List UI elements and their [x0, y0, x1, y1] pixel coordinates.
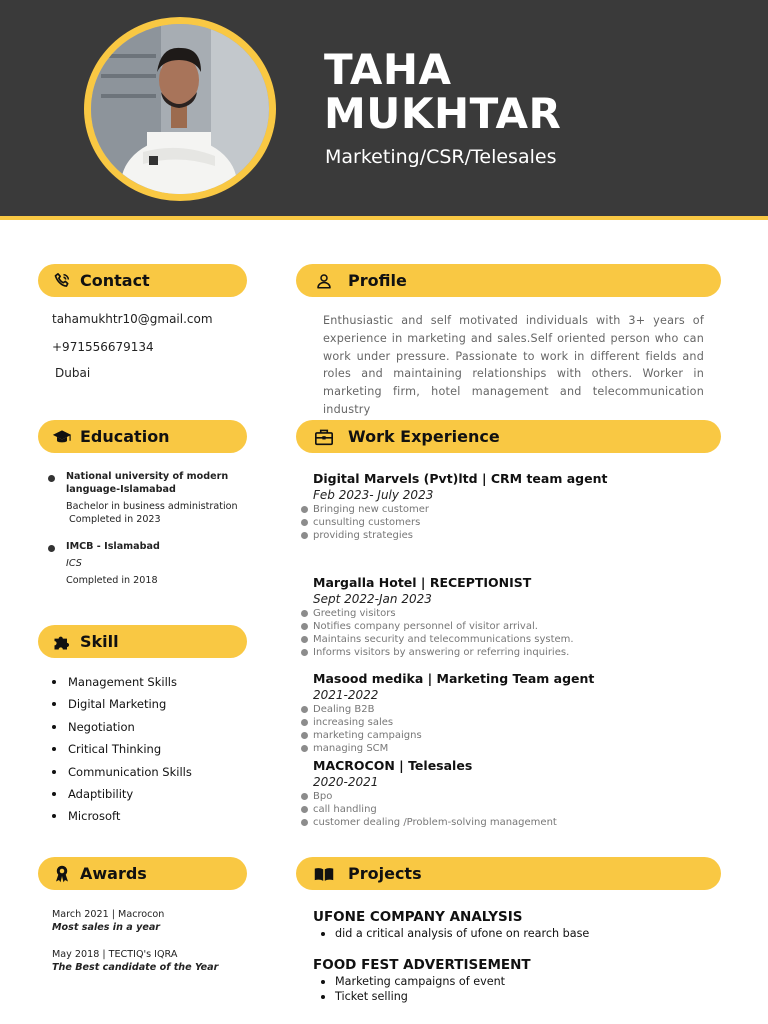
job-bullet: call handling: [300, 803, 720, 816]
profile-section-header: [296, 264, 721, 297]
skill-section-header: [38, 625, 247, 658]
award-title: The Best candidate of the Year: [52, 962, 219, 973]
award-date: May 2018 | TECTIQ's IQRA: [52, 949, 178, 960]
award-medal-icon: [52, 864, 72, 884]
user-icon: [314, 271, 334, 291]
briefcase-icon: [314, 427, 334, 447]
bullet-dot: [48, 545, 55, 552]
job-bullet: Greeting visitors: [300, 607, 720, 620]
awards-title: Awards: [80, 864, 147, 883]
education-item: [48, 540, 278, 587]
graduation-cap-icon: [52, 427, 72, 447]
candidate-role: Marketing/CSR/Telesales: [325, 146, 557, 168]
education-section-header: [38, 420, 247, 453]
education-list: [48, 470, 278, 587]
profile-photo-frame: [84, 17, 276, 201]
education-school: National university of modern language-Islamabad: [66, 471, 229, 495]
education-title: Education: [80, 427, 170, 446]
contact-title: Contact: [80, 271, 150, 290]
job-date: 2020-2021: [313, 775, 379, 789]
candidate-name: [324, 45, 744, 138]
contact-details: [52, 311, 213, 391]
education-completed: Completed in 2018: [66, 575, 158, 586]
job-bullet: Bpo: [300, 790, 720, 803]
education-item: [48, 470, 278, 526]
name-first: TAHA: [324, 45, 452, 94]
project-bullets: [313, 974, 723, 1004]
job-bullet: cunsulting customers: [300, 516, 720, 529]
job-bullets: [300, 703, 720, 755]
contact-section-header: [38, 264, 247, 297]
profile-title: Profile: [348, 271, 407, 290]
skill-item: Critical Thinking: [50, 741, 192, 763]
award-item: [52, 908, 218, 934]
job-date: 2021-2022: [313, 688, 379, 702]
job-bullets: [300, 503, 720, 542]
award-item: [52, 948, 218, 974]
job-bullet: providing strategies: [300, 529, 720, 542]
job-entry: [300, 670, 720, 755]
header-accent-line: [0, 216, 768, 220]
job-title: MACROCON | Telesales: [313, 758, 473, 773]
job-bullet: Notifies company personnel of visitor arrival.: [300, 620, 720, 633]
job-title: Masood medika | Marketing Team agent: [313, 671, 595, 686]
job-entry: [300, 470, 720, 542]
job-bullets: [300, 607, 720, 659]
job-bullet: Dealing B2B: [300, 703, 720, 716]
skill-item: Negotiation: [50, 719, 192, 741]
project-bullets: [313, 926, 723, 941]
projects-title: Projects: [348, 864, 422, 883]
skill-item: Adaptibility: [50, 786, 192, 808]
project-item: [313, 956, 723, 1004]
job-bullet: customer dealing /Problem-solving management: [300, 816, 720, 829]
skill-item: Microsoft: [50, 808, 192, 830]
job-date: Sept 2022-Jan 2023: [313, 592, 432, 606]
job-bullet: Informs visitors by answering or referring inquiries.: [300, 646, 720, 659]
education-completed: Completed in 2023: [66, 514, 161, 525]
work-section-header: [296, 420, 721, 453]
contact-location: Dubai: [55, 366, 91, 380]
project-bullet: Marketing campaigns of event: [313, 974, 723, 989]
job-title: Digital Marvels (Pvt)ltd | CRM team agent: [313, 471, 608, 486]
name-last: MUKHTAR: [324, 89, 562, 138]
bullet-dot: [48, 475, 55, 482]
puzzle-icon: [52, 632, 72, 652]
work-title: Work Experience: [348, 427, 500, 446]
job-entry: [300, 757, 720, 829]
job-bullet: managing SCM: [300, 742, 720, 755]
profile-photo: [91, 24, 269, 194]
skill-title: Skill: [80, 632, 119, 651]
contact-phone[interactable]: +971556679134: [52, 340, 154, 354]
skill-item: Digital Marketing: [50, 696, 192, 718]
skill-item: Communication Skills: [50, 764, 192, 786]
projects-list: [313, 908, 723, 1019]
education-program: ICS: [66, 558, 82, 569]
award-title: Most sales in a year: [52, 922, 161, 933]
job-bullet: marketing campaigns: [300, 729, 720, 742]
project-bullet: Ticket selling: [313, 989, 723, 1004]
project-bullet: did a critical analysis of ufone on rearch base: [313, 926, 723, 941]
job-bullets: [300, 790, 720, 829]
work-list: [300, 470, 720, 829]
project-title: UFONE COMPANY ANALYSIS: [313, 909, 523, 925]
awards-list: [52, 908, 218, 988]
phone-icon: [52, 271, 72, 291]
job-bullet: Bringing new customer: [300, 503, 720, 516]
education-school: IMCB - Islamabad: [66, 541, 160, 552]
projects-section-header: [296, 857, 721, 890]
award-date: March 2021 | Macrocon: [52, 909, 165, 920]
awards-section-header: [38, 857, 247, 890]
job-date: Feb 2023- July 2023: [313, 488, 434, 502]
project-item: [313, 908, 723, 941]
skill-item: Management Skills: [50, 674, 192, 696]
open-book-icon: [314, 864, 334, 884]
contact-email[interactable]: tahamukhtr10@gmail.com: [52, 312, 213, 326]
profile-photo-illustration: [91, 24, 269, 194]
education-degree: Bachelor in business administration: [66, 501, 238, 512]
project-title: FOOD FEST ADVERTISEMENT: [313, 957, 531, 973]
job-title: Margalla Hotel | RECEPTIONIST: [313, 575, 532, 590]
job-entry: [300, 574, 720, 659]
profile-summary: Enthusiastic and self motivated individuals with 3+ years of experience in marketing and sales.Self oriented person who can work under pressure. Passionate to work in different fields and roles and maintaining relationships with others. Worker in marketing firm, hotel management and telecommunication industry: [323, 314, 704, 416]
job-bullet: increasing sales: [300, 716, 720, 729]
job-bullet: Maintains security and telecommunications system.: [300, 633, 720, 646]
skills-list: [50, 674, 192, 831]
